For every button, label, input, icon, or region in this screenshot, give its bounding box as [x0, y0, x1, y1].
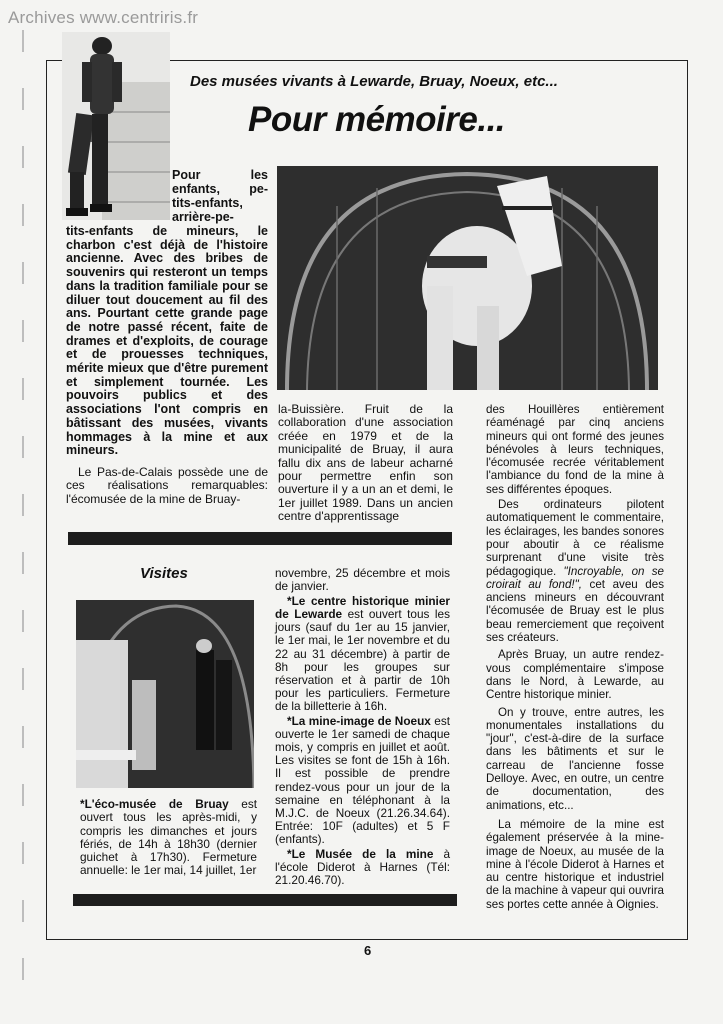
visit-entry-lewarde [275, 595, 450, 713]
intro-line: enfants, pe- [172, 182, 268, 196]
visit-text: est ouverte le 1er samedi de chaque mois, y compris en juillet et août. Les visites se font de 15h à 16h. Il est possible de prendre rendez-vous pour un jour de la semaine en téléphonant à la M.J.C. de Noeux (21.26.34.64). Entrée: 10F (adultes) et 5 F (enfants). [275, 714, 451, 846]
paragraph: la-Buissière. Fruit de la collaboration d'une association créée en 1979 et de la municipalité de Bruay, il aura fallu dix ans de labeur acharné pour permettre enfin son ouverture il y a un an et demi, le 1er juillet 1989. Dans un ancien centre d'apprentissage [278, 402, 453, 524]
binding-holes [18, 30, 34, 1010]
page-number: 6 [364, 943, 372, 958]
visit-entry-harnes [275, 848, 450, 887]
visites-bottom-bar [73, 894, 457, 906]
intro-paragraph: tits-enfants de mineurs, le charbon c'est déjà de l'histoire ancienne. Avec des bribes de souvenirs qui resteront un temps dans la tradition familiale pour se diluer tout doucement au fil des ans. Pourtant cette grande page de notre passé récent, faite de drames et d'exploits, de courage et de prouesses techniques, mérite mieux que d'être purement et simplement tournée. Les pouvoirs publics et des associations l'ont compris en bâtissant des musées, vivants hommages à la mine et aux mineurs. [66, 224, 268, 458]
paragraph: Après Bruay, un autre rendez-vous complémentaire s'impose dans le Nord, à Lewarde, au Centre historique minier. [486, 648, 664, 702]
visit-label: *Le centre historique minier de Lewarde [275, 594, 450, 622]
intro-lines [172, 168, 268, 224]
paragraph: novembre, 25 décembre et mois de janvier. [275, 566, 450, 594]
quote: "Incroyable, on se croirait au fond!", [486, 564, 664, 591]
mine-gallery-photo [76, 600, 254, 788]
article-subtitle: Des musées vivants à Lewarde, Bruay, Noeux, etc... [190, 73, 558, 90]
visit-text: est ouvert tous les jours (sauf du 1er au 15 janvier, le 1er mai, le 1er novembre et du 22 au 31 décembre) à partir de 8h pour les groupes sur réservation et à partir de 10h pour les particuliers. Fermeture de la billetterie à 16h. [275, 607, 450, 713]
paragraph [486, 498, 664, 644]
column-2 [278, 403, 453, 524]
column-1 [66, 225, 268, 506]
intro-line: arrière-pe- [172, 210, 234, 224]
column-3 [486, 403, 664, 911]
visit-text: est ouvert tous les après-midi, y compris les dimanches et jours fériés, de 14h à 18h30 (dernier guichet à 17h30). Fermeture annuelle: le 1er mai, 14 juillet, 1er [80, 797, 258, 878]
visit-text: à l'école Diderot à Harnes (Tél: 21.20.46.70). [275, 846, 450, 888]
intro-line: Pour les [172, 168, 268, 182]
paragraph-text: Des ordinateurs pilotent automatiquement le commentaire, les éclairages, les bandes sonores pour aboutir à ce réalisme surprenant d'une visite très pédagogique. [486, 498, 664, 578]
intro-line: tits-enfants, [172, 196, 243, 210]
horse-gallery-photo [277, 166, 658, 390]
visites-column-1 [80, 798, 257, 878]
paragraph: Le Pas-de-Calais possède une de ces réalisations remarquables: l'écomusée de la mine de Bruay- [66, 464, 268, 506]
visit-entry-bruay [80, 798, 257, 878]
visit-label: *La mine-image de Noeux [287, 714, 431, 729]
visites-top-bar [68, 532, 452, 545]
paragraph-text: cet aveu des anciens mineurs en découvrant l'écomusée de Bruay est le plus beau remerciement que reçoivent ses créateurs. [486, 577, 664, 645]
paragraph: des Houillères entièrement réaménagé par cinq anciens mineurs qui ont formé des jeunes bénévoles à leurs techniques, l'écomusée recrée véritablement l'ambiance du fond de la mine à ses différentes époques. [486, 403, 664, 496]
paragraph: On y trouve, entre autres, les monumentales installations du "jour", c'est-à-dire de la surface dans les bâtiments et sur le carreau de l'ancienne fosse Delloye. Avec, en outre, un centre de documentation, des animations, etc... [486, 705, 664, 812]
visit-label: *Le Musée de la mine [287, 846, 434, 861]
watermark: Archives www.centriris.fr [8, 8, 199, 27]
visit-label: *L'éco-musée de Bruay [80, 797, 229, 811]
visites-column-2 [275, 567, 450, 887]
visites-heading: Visites [140, 565, 188, 582]
article-title: Pour mémoire... [248, 100, 506, 139]
paragraph: La mémoire de la mine est également préservée à la mine-image de Noeux, au musée de la mine à l'école Diderot à Harnes et au centre historique et industriel de la machine à vapeur qui ouvrira ses portes cette année à Oignies. [486, 817, 664, 911]
visit-entry-noeux [275, 715, 450, 846]
miner-photo [62, 32, 170, 220]
